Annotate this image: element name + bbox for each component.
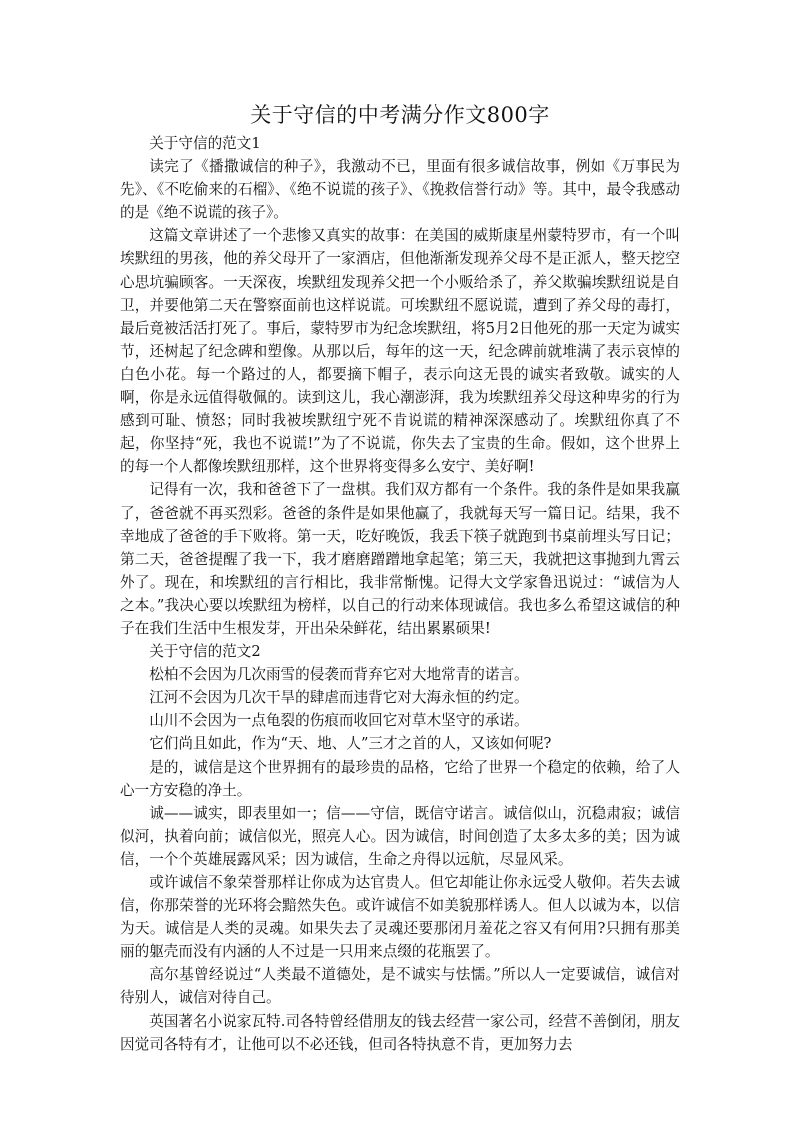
paragraph: 诚——诚实，即表里如一；信——守信，既信守诺言。诚信似山，沉稳肃寂；诚信似河，执着向前；诚信似光，照亮人心。因为诚信，时间创造了太多太多的美；因为诚信，一个个英雄展露风采；因为诚信，生命之舟得以远航，尽显风采。 bbox=[120, 804, 680, 868]
paragraph: 或许诚信不象荣誉那样让你成为达官贵人。但它却能让你永远受人敬仰。若失去诚信，你那荣誉的光环将会黯然失色。或许诚信不如美貌那样诱人。但人以诚为本，以信为天。诚信是人类的灵魂。如果失去了灵魂还要那闭月羞花之容又有何用?只拥有那美丽的躯壳而没有内涵的人不过是一只用来点缀的花瓶罢了。 bbox=[120, 874, 680, 961]
paragraph: 记得有一次，我和爸爸下了一盘棋。我们双方都有一个条件。我的条件是如果我赢了，爸爸就不再买烈彩。爸爸的条件是如果他赢了，我就每天写一篇日记。结果，我不幸地成了爸爸的手下败将。第一天，吃好晚饭，我丢下筷子就跑到书桌前埋头写日记；第二天，爸爸提醒了我一下，我才磨磨蹭蹭地拿起笔；第三天，我就把这事抛到九霄云外了。现在，和埃默纽的言行相比，我非常惭愧。记得大文学家鲁迅说过：“诚信为人之本。”我决心要以埃默纽为榜样，以自己的行动来体现诚信。我也多么希望这诚信的种子在我们生活中生根发芽，开出朵朵鲜花，结出累累硕果! bbox=[120, 481, 680, 637]
paragraph: 江河不会因为几次干旱的肆虐而违背它对大海永恒的约定。 bbox=[149, 689, 529, 707]
paragraph: 这篇文章讲述了一个悲惨又真实的故事：在美国的威斯康星州蒙特罗市，有一个叫埃默纽的男孩，他的养父母开了一家酒店，但他渐渐发现养父母不是正派人，整天挖空心思坑骗顾客。一天深夜，埃默纽发现养父把一个小贩给杀了，养父欺骗埃默纽说是自卫，并要他第二天在警察面前也这样说谎。可埃默纽不愿说谎，遭到了养父母的毒打，最后竟被活活打死了。事后，蒙特罗市为纪念埃默纽，将5月2日他死的那一天定为诚实节，还树起了纪念碑和塑像。从那以后，每年的这一天，纪念碑前就堆满了表示哀悼的白色小花。每一个路过的人，都要摘下帽子，表示向这无畏的诚实者致敬。诚实的人啊，你是永远值得敬佩的。读到这儿，我心潮澎湃，我为埃默纽养父母这种卑劣的行为感到可耻、愤怒；同时我被埃默纽宁死不肯说谎的精神深深感动了。埃默纽你真了不起，你坚持“死，我也不说谎!”为了不说谎，你失去了宝贵的生命。假如，这个世界上的每一个人都像埃默纽那样，这个世界将变得多么安宁、美好啊! bbox=[120, 227, 680, 476]
document-title: 关于守信的中考满分作文800字 bbox=[250, 103, 550, 127]
document-body bbox=[120, 132, 680, 1056]
paragraph: 读完了《播撒诚信的种子》，我激动不已，里面有很多诚信故事，例如《万事民为先》、《不吃偷来的石榴》、《绝不说谎的孩子》、《挽救信誉行动》等。其中，最令我感动的是《绝不说谎的孩子》。 bbox=[120, 158, 680, 222]
section-heading: 关于守信的范文1 bbox=[149, 135, 261, 152]
paragraph: 高尔基曾经说过“人类最不道德处，是不诚实与怯懦。”所以人一定要诚信，诚信对待别人，诚信对待自己。 bbox=[120, 966, 680, 1007]
paragraph: 是的，诚信是这个世界拥有的最珍贵的品格，它给了世界一个稳定的依赖，给了人心一方安稳的净土。 bbox=[120, 758, 680, 799]
paragraph: 山川不会因为一点龟裂的伤痕而收回它对草木坚守的承诺。 bbox=[149, 712, 529, 730]
section-heading: 关于守信的范文2 bbox=[149, 643, 261, 661]
paragraph: 它们尚且如此，作为“天、地、人”三才之首的人，又该如何呢? bbox=[149, 735, 552, 753]
paragraph: 松柏不会因为几次雨雪的侵袭而背弃它对大地常青的诺言。 bbox=[149, 666, 529, 684]
paragraph: 英国著名小说家瓦特.司各特曾经借朋友的钱去经营一家公司，经营不善倒闭，朋友因觉司各特有才，让他可以不必还钱，但司各特执意不肯，更加努力去 bbox=[120, 1012, 680, 1053]
